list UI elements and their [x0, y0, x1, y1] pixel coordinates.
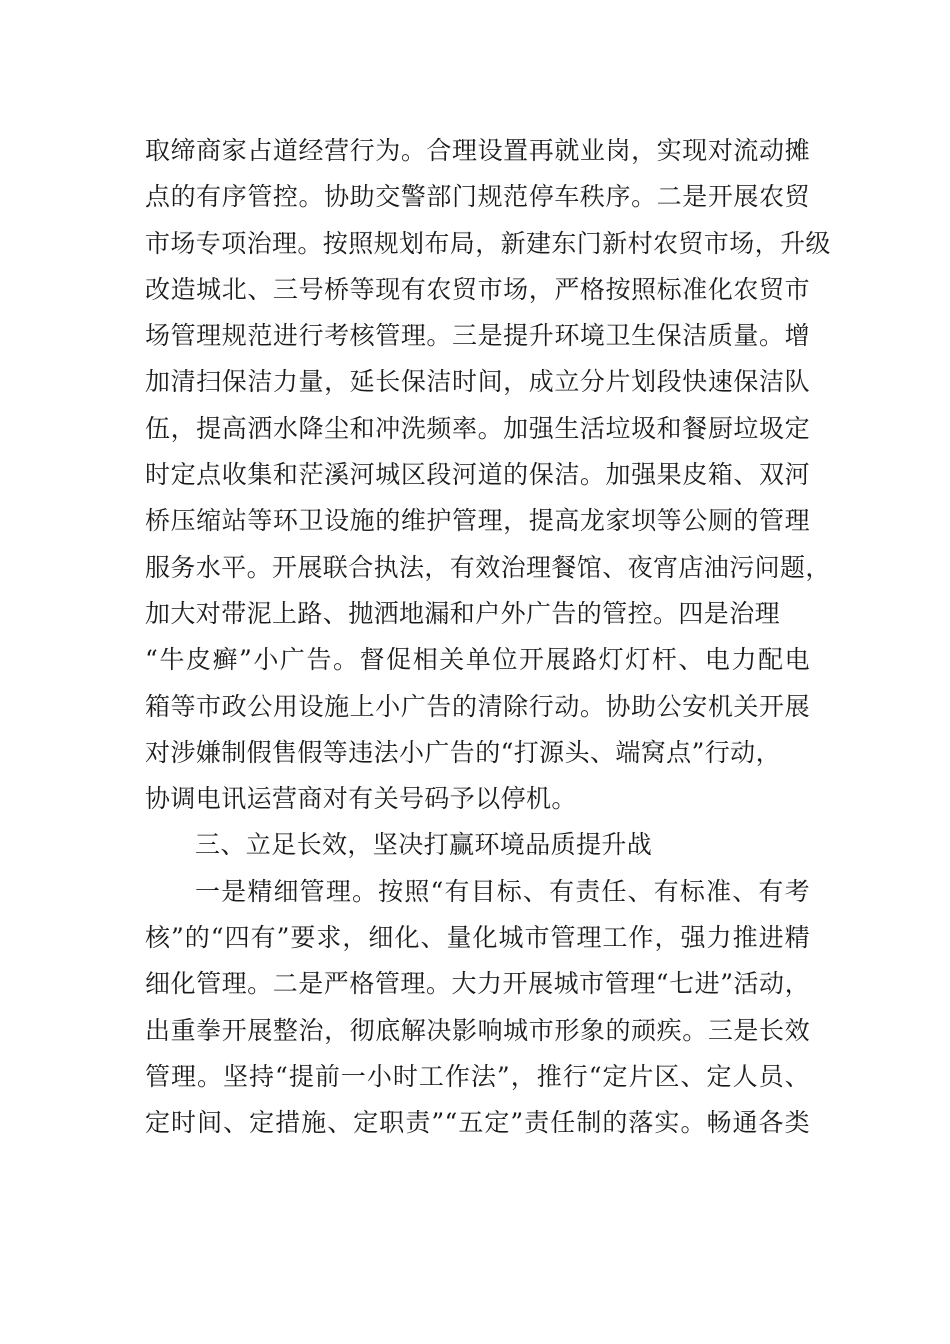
text-line-3: 市场专项治理。按照规划布局，新建东门新村农贸市场，升级: [145, 228, 831, 258]
text-line-6: 加清扫保洁力量，延长保洁时间，成立分片划段快速保洁队: [145, 367, 810, 397]
text-line-21: 管理。坚持“提前一小时工作法”，推行“定片区、定人员、: [145, 1061, 810, 1091]
text-line-10: 服务水平。开展联合执法，有效治理餐馆、夜宵店油污问题，: [145, 552, 831, 582]
text-line-18: 核”的“四有”要求，细化、量化城市管理工作，强力推进精: [145, 923, 810, 953]
text-line-7: 伍，提高洒水降尘和冲洗频率。加强生活垃圾和餐厨垃圾定: [145, 413, 810, 443]
text-line-19: 细化管理。二是严格管理。大力开展城市管理“七进”活动，: [145, 969, 810, 999]
text-line-15: 协调电讯运营商对有关号码予以停机。: [145, 784, 577, 814]
text-line-20: 出重拳开展整治，彻底解决影响城市形象的顽疾。三是长效: [145, 1015, 810, 1045]
text-line-8: 时定点收集和茫溪河城区段河道的保洁。加强果皮箱、双河: [145, 460, 810, 490]
section-heading: 三、立足长效，坚决打赢环境品质提升战: [195, 830, 653, 860]
text-line-14: 对涉嫌制假售假等违法小广告的“打源头、端窝点”行动，: [145, 737, 781, 767]
body-text: [145, 128, 831, 1147]
text-line-4: 改造城北、三号桥等现有农贸市场，严格按照标准化农贸市: [145, 274, 810, 304]
text-line-12: “牛皮癣”小广告。督促相关单位开展路灯灯杆、电力配电: [145, 645, 810, 675]
text-line-13: 箱等市政公用设施上小广告的清除行动。协助公安机关开展: [145, 691, 810, 721]
text-line-1: 取缔商家占道经营行为。合理设置再就业岗，实现对流动摊: [145, 136, 810, 165]
text-line-11: 加大对带泥上路、抛洒地漏和户外广告的管控。四是治理: [145, 598, 781, 628]
text-line-9: 桥压缩站等环卫设施的维护管理，提高龙家坝等公厕的管理: [145, 506, 810, 536]
text-line-22: 定时间、定措施、定职责”“五定”责任制的落实。畅通各类: [145, 1108, 810, 1138]
text-line-2: 点的有序管控。协助交警部门规范停车秩序。二是开展农贸: [145, 182, 810, 212]
text-line-17: 一是精细管理。按照“有目标、有责任、有标准、有考: [195, 876, 810, 906]
text-line-5: 场管理规范进行考核管理。三是提升环境卫生保洁质量。增: [145, 321, 810, 351]
